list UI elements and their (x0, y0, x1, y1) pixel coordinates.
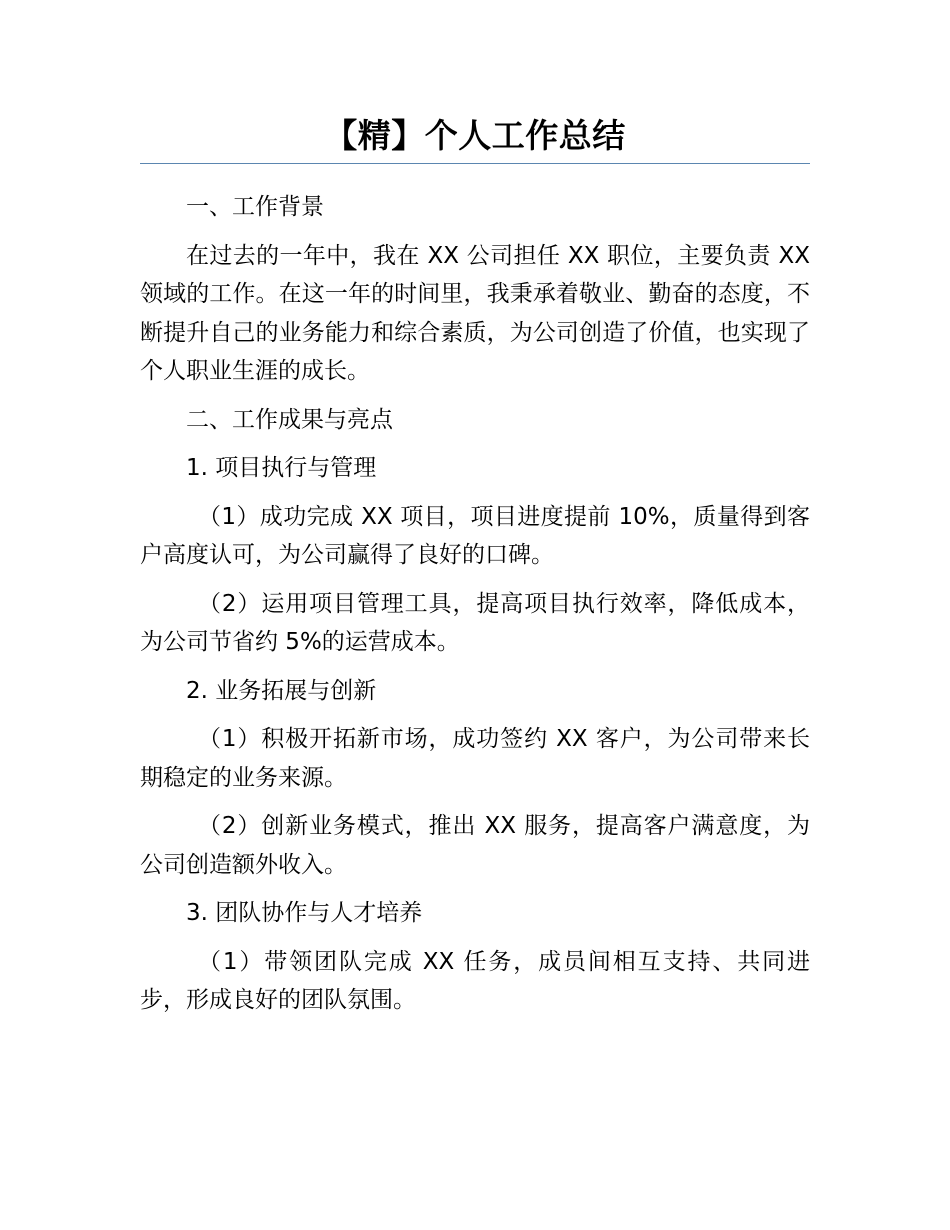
subsection-heading-team: 3. 团队协作与人才培养 (186, 900, 423, 926)
document-body (140, 188, 810, 1030)
title-underline (140, 163, 810, 164)
business-item-1: （1）积极开拓新市场，成功签约 XX 客户，为公司带来长期稳定的业务来源。 (140, 726, 810, 791)
team-item-1: （1）带领团队完成 XX 任务，成员间相互支持、共同进步，形成良好的团队氛围。 (140, 948, 810, 1013)
project-item-1: （1）成功完成 XX 项目，项目进度提前 10%，质量得到客户高度认可，为公司赢得了良好的口碑。 (140, 503, 810, 568)
document-title: 【精】个人工作总结 (324, 116, 626, 155)
subsection-heading-project: 1. 项目执行与管理 (186, 455, 377, 481)
background-paragraph: 在过去的一年中，我在 XX 公司担任 XX 职位，主要负责 XX 领域的工作。在这一年的时间里，我秉承着敬业、勤奋的态度，不断提升自己的业务能力和综合素质，为公司创造了价值，也实现了个人职业生涯的成长。 (140, 242, 810, 384)
business-item-2: （2）创新业务模式，推出 XX 服务，提高客户满意度，为公司创造额外收入。 (140, 813, 810, 878)
project-item-2: （2）运用项目管理工具，提高项目执行效率，降低成本，为公司节省约 5%的运营成本。 (140, 590, 810, 655)
subsection-heading-business: 2. 业务拓展与创新 (186, 677, 377, 704)
section-heading-background: 一、工作背景 (186, 194, 324, 220)
section-heading-achievements: 二、工作成果与亮点 (186, 406, 393, 433)
